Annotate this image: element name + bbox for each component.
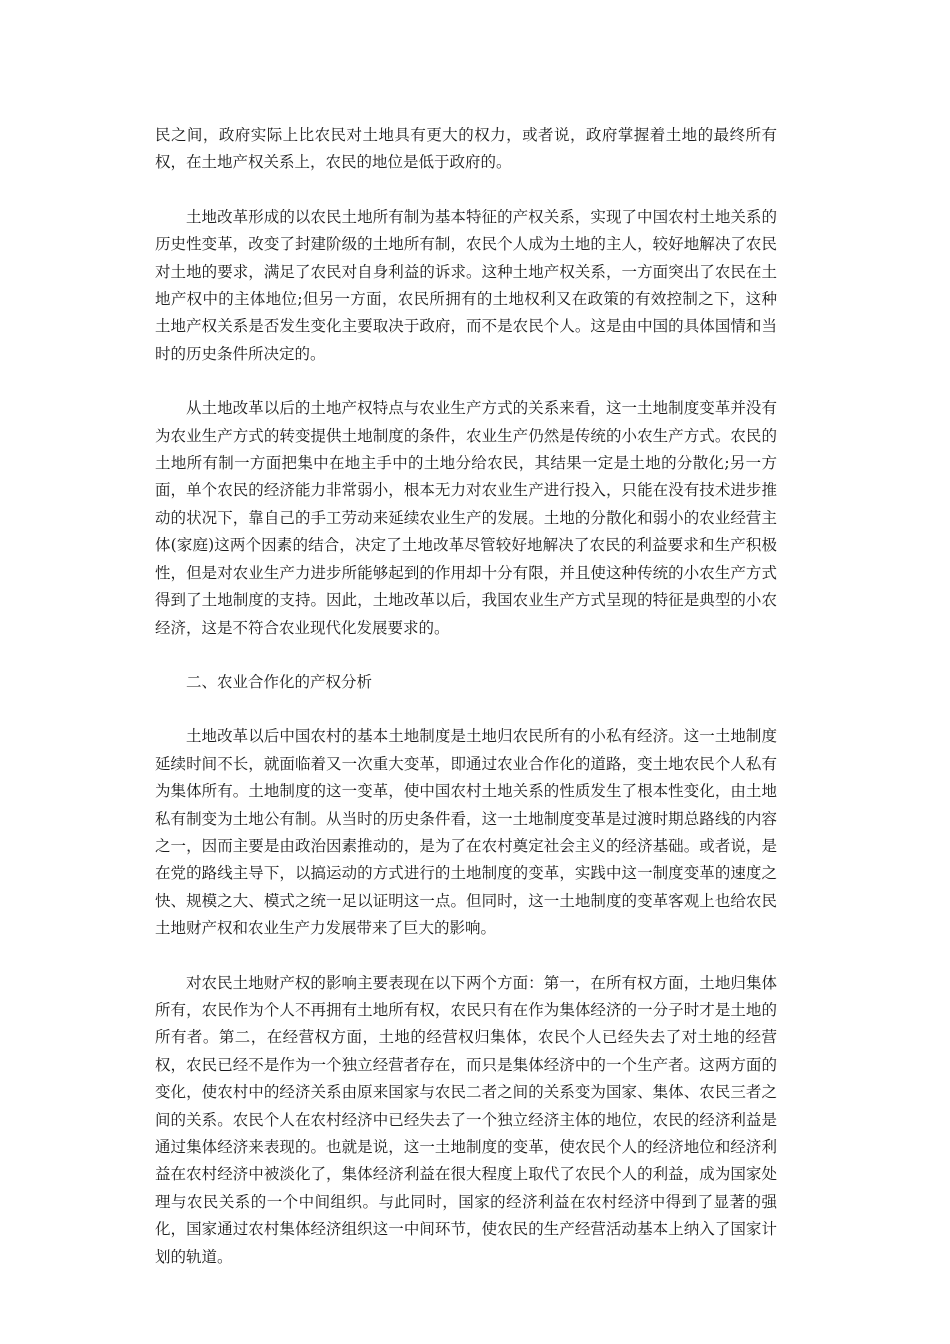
- paragraph-cooperativization: 土地改革以后中国农村的基本土地制度是土地归农民所有的小私有经济。这一土地制度延续时间不长，就面临着又一次重大变革，即通过农业合作化的道路，变土地农民个人私有为集体所有。土地制度的这一变革，使中国农村土地关系的性质发生了根本性变化，由土地私有制变为土地公有制。从当时的历史条件看，这一土地制度变革是过渡时期总路线的内容之一，因而主要是由政治因素推动的，是为了在农村奠定社会主义的经济基础。或者说，是在党的路线主导下，以搞运动的方式进行的土地制度的变革，实践中这一制度变革的速度之快、规模之大、模式之统一足以证明这一点。但同时，这一土地制度的变革客观上也给农民土地财产权和农业生产力发展带来了巨大的影响。: [155, 727, 777, 938]
- paragraph-property-rights-impact: 对农民土地财产权的影响主要表现在以下两个方面：第一，在所有权方面，土地归集体所有，农民作为个人不再拥有土地所有权，农民只有在作为集体经济的一分子时才是土地的所有者。第二，在经营权方面，土地的经营权归集体，农民个人已经失去了对土地的经营权，农民已经不是作为一个独立经营者存在，而只是集体经济中的一个生产者。这两方面的变化，使农村中的经济关系由原来国家与农民二者之间的关系变为国家、集体、农民三者之间的关系。农民个人在农村经济中已经失去了一个独立经济主体的地位，农民的经济利益是通过集体经济来表现的。也就是说，这一土地制度的变革，使农民个人的经济地位和经济利益在农村经济中被淡化了，集体经济利益在很大程度上取代了农民个人的利益，成为国家处理与农民关系的一个中间组织。与此同时，国家的经济利益在农村经济中得到了显著的强化，国家通过农村集体经济组织这一中间环节，使农民的生产经营活动基本上纳入了国家计划的轨道。: [155, 973, 777, 1266]
- section-heading: 二、农业合作化的产权分析: [186, 672, 373, 691]
- paragraph-land-reform-property-relations: 土地改革形成的以农民土地所有制为基本特征的产权关系，实现了中国农村土地关系的历史性变革，改变了封建阶级的土地所有制，农民个人成为土地的主人，较好地解决了农民对土地的要求，满足了农民对自身利益的诉求。这种土地产权关系，一方面突出了农民在土地产权中的主体地位;但另一方面，农民所拥有的土地权利又在政策的有效控制之下，这种土地产权关系是否发生变化主要取决于政府，而不是农民个人。这是由中国的具体国情和当时的历史条件所决定的。: [155, 207, 777, 363]
- paragraph-continuation: 民之间，政府实际上比农民对土地具有更大的权力，或者说，政府掌握着土地的最终所有权，在土地产权关系上，农民的地位是低于政府的。: [155, 126, 777, 172]
- paragraph-production-mode: 从土地改革以后的土地产权特点与农业生产方式的关系来看，这一土地制度变革并没有为农业生产方式的转变提供土地制度的条件，农业生产仍然是传统的小农生产方式。农民的土地所有制一方面把集中在地主手中的土地分给农民，其结果一定是土地的分散化;另一方面，单个农民的经济能力非常弱小，根本无力对农业生产进行投入，只能在没有技术进步推动的状况下，靠自己的手工劳动来延续农业生产的发展。土地的分散化和弱小的农业经营主体(家庭)这两个因素的结合，决定了土地改革尽管较好地解决了农民的利益要求和生产积极性，但是对农业生产力进步所能够起到的作用却十分有限，并且使这种传统的小农生产方式得到了土地制度的支持。因此，土地改革以后，我国农业生产方式呈现的特征是典型的小农经济，这是不符合农业现代化发展要求的。: [155, 399, 777, 637]
- document-page: [155, 122, 777, 1298]
